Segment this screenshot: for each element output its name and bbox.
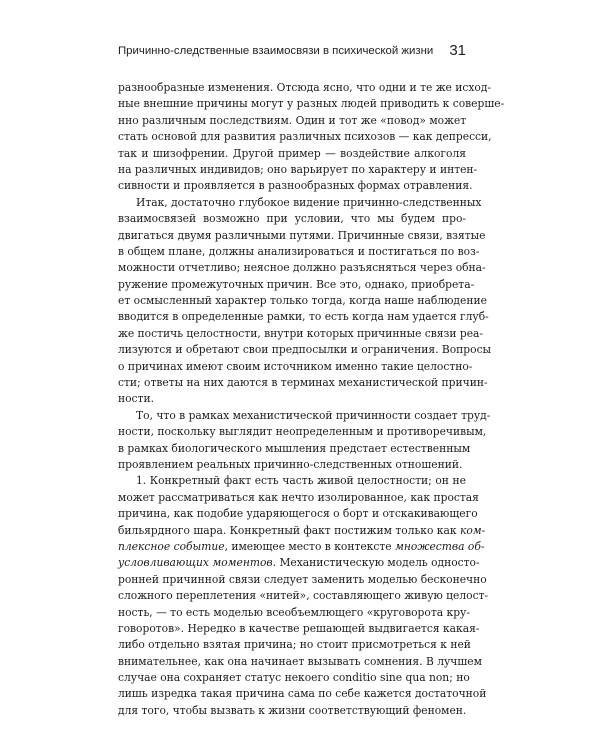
page-header [118,44,466,64]
text-line: говоротов». Нередко в качестве решающей выдвигается какая- [118,621,480,635]
text-line: сивности и проявляется в разнообразных формах отравления. [118,179,473,193]
text-line: либо отдельно взятая причина; но стоит присмотреться к ней [118,638,471,652]
text-line: лизуются и обретают свои предпосылки и ограничения. Вопросы [118,343,492,357]
text-line: же постичь целостности, внутри которых причинные связи реа- [118,326,484,340]
text-line: Итак, достаточно глубокое видение причинно-следственных [136,195,482,209]
text-line: нно различным последствиям. Один и тот же «повод» может [118,113,467,127]
text-line: так и шизофрении. Другой пример — воздействие алкоголя [118,146,466,160]
text-line: случае она сохраняет статус некоего conditio sine qua non; но [118,671,470,685]
text-line: ружение промежуточных причин. Все это, однако, приобрета- [118,277,475,291]
italic-term: множества об- [394,539,485,553]
italic-term: условливающих моментов [118,556,273,570]
text-line: ность, — то есть моделью всеобъемлющего «круговорота кру- [118,605,470,619]
text-line: в рамках биологического мышления предстает естественным [118,441,471,455]
text-line: ные внешние причины могут у разных людей приводить к соверше- [118,97,505,111]
text-line: вводится в определенные рамки, то есть когда нам удается глуб- [118,310,489,324]
text-line: взаимосвязей возможно при условии, что мы будем про- [118,212,466,226]
text-line: проявлением реальных причинно-следственных отношений. [118,457,463,471]
text-line: То, что в рамках механистической причинности создает труд- [136,408,491,422]
text-line: лишь изредка такая причина сама по себе кажется достаточной [118,687,487,701]
text-line: о причинах имеют своим источником именно такие целостно- [118,359,473,373]
text-line: условливающих моментов. Механистическую модель односто- [118,556,480,570]
text-line: сложного переплетения «нитей», составляющего живую целост- [118,589,489,603]
italic-term: плексное событие [118,539,225,553]
text-line: причина, как подобие ударяющегося о борт и отскакивающего [118,507,478,521]
text-line: ности. [118,392,154,406]
page-number: 31 [449,42,466,59]
text-line: может рассматриваться как нечто изолированное, как простая [118,490,479,504]
text-line: внимательнее, как она начинает вызывать сомнения. В лучшем [118,654,482,668]
text-line: на различных индивидов; оно варьирует по характеру и интен- [118,162,478,176]
text-line: двигаться двумя различными путями. Причинные связи, взятые [118,228,486,242]
text-line: ности, поскольку выглядит неопределенным и противоречивым, [118,425,487,439]
text-line: можности отчетливо; неясное должно разъясняться через обна- [118,261,486,275]
text-line: для того, чтобы вызвать к жизни соответствующий феномен. [118,703,467,717]
text-line: 1. Конкретный факт есть часть живой целостности; он не [136,474,466,488]
text-line: плексное событие, имеющее место в контексте множества об- [118,539,485,553]
text-line: ет осмысленный характер только тогда, когда наше наблюдение [118,294,487,308]
text-line: бильярдного шара. Конкретный факт постижим только как ком- [118,523,486,537]
text-line: стать основой для развития различных психозов — как депресси, [118,130,492,144]
text-line: сти; ответы на них даются в терминах механистической причин- [118,376,488,390]
italic-term: ком- [459,523,486,537]
text-line: разнообразные изменения. Отсюда ясно, что одни и те же исход- [118,81,492,94]
text-line: в общем плане, должны анализироваться и постигаться по воз- [118,244,480,258]
text-line: ронней причинной связи следует заменить моделью бесконечно [118,572,487,586]
body-text [118,80,505,719]
running-title: Причинно-следственные взаимосвязи в психической жизни [118,45,434,57]
